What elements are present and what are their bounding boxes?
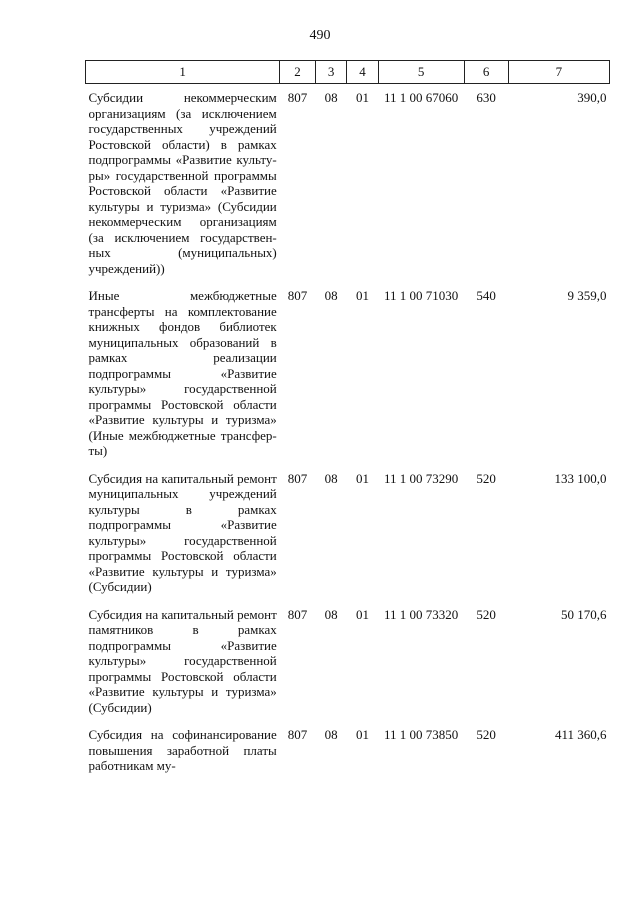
table-row: [86, 721, 610, 780]
col-header-3: 3: [315, 61, 346, 84]
budget-table: [85, 60, 610, 780]
row-target-code: 11 1 00 73290: [384, 470, 459, 486]
row-target-code: 11 1 00 71030: [384, 288, 459, 303]
row-section-code: 08: [324, 288, 338, 303]
table-row: [86, 84, 610, 283]
row-description: Субсидия на софинансирование повышения заработной платы работникам му-: [88, 727, 277, 773]
row-ministry-code: 807: [287, 727, 308, 742]
row-description: Субсидия на капитальный ремонт муниципальных учреждений культуры в рамках подпрограммы «Развитие культуры» государственной программы Ростовской области «Развитие культуры и туризма» (Субсидии): [88, 470, 277, 594]
col-header-5: 5: [378, 61, 464, 84]
row-section-code: 08: [324, 470, 338, 486]
col-header-6: 6: [464, 61, 508, 84]
row-section-code: 08: [324, 606, 338, 622]
page-number: 490: [309, 28, 331, 43]
row-type-code: 630: [476, 90, 496, 105]
row-section-code: 08: [324, 90, 338, 105]
row-amount: 411 360,6: [554, 727, 607, 742]
table-row: [86, 465, 610, 601]
row-section-code: 08: [324, 727, 338, 742]
row-subsection-code: 01: [356, 470, 370, 486]
col-header-2: 2: [280, 61, 316, 84]
row-subsection-code: 01: [356, 606, 370, 622]
row-subsection-code: 01: [356, 727, 370, 742]
col-header-4: 4: [347, 61, 378, 84]
col-header-1: 1: [86, 61, 280, 84]
header-row: [86, 61, 610, 84]
row-description: Субсидия на капитальный ремонт памятников в рамках подпрограммы «Развитие культуры» государственной программы Ростовской области «Развитие культуры и туризма» (Субсидии): [88, 606, 277, 715]
table-row: [86, 282, 610, 465]
row-type-code: 520: [476, 470, 496, 486]
row-subsection-code: 01: [356, 288, 370, 303]
row-type-code: 540: [476, 288, 496, 303]
row-target-code: 11 1 00 73850: [384, 727, 459, 742]
row-subsection-code: 01: [356, 90, 370, 105]
row-ministry-code: 807: [287, 288, 308, 303]
row-amount: 133 100,0: [554, 470, 607, 486]
row-amount: 9 359,0: [567, 288, 607, 303]
row-target-code: 11 1 00 73320: [384, 606, 459, 622]
row-amount: 50 170,6: [561, 606, 607, 622]
row-type-code: 520: [476, 727, 496, 742]
row-ministry-code: 807: [287, 90, 308, 105]
row-amount: 390,0: [577, 90, 607, 105]
row-target-code: 11 1 00 67060: [384, 90, 459, 105]
row-type-code: 520: [476, 606, 496, 622]
row-description: Субсидии некоммерческим организациям (за исключением государственных учреждений Ростовской области) в рамках подпрограммы «Развитие культуры» государственной программы Ростовской области «Развитие культуры и туризма» (Субсидии некоммерческим организациям (за исключением государственных (муниципальных) учреждений)): [88, 90, 277, 276]
table-row: [86, 601, 610, 722]
row-description: Иные межбюджетные трансферты на комплектование книжных фондов библиотек муниципальных образований в рамках реализации подпрограммы «Развитие культуры» государственной программы Ростовской области «Развитие культуры и туризма» (Иные межбюджетные трансферты): [88, 288, 277, 458]
row-ministry-code: 807: [287, 470, 308, 486]
col-header-7: 7: [508, 61, 609, 84]
row-ministry-code: 807: [287, 606, 308, 622]
